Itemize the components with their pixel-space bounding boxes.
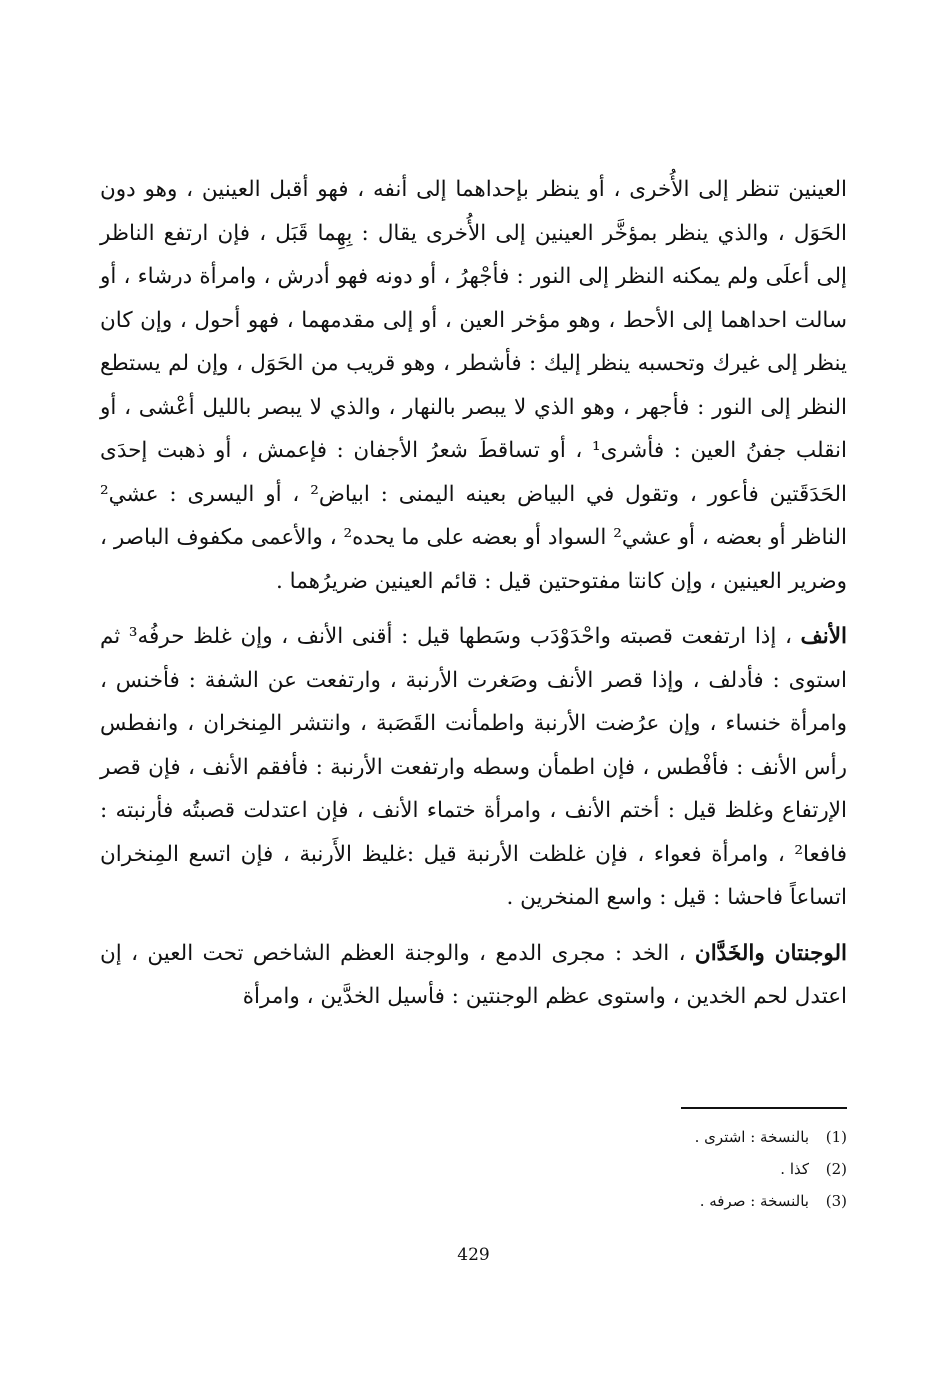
page-number: 429: [457, 1245, 490, 1265]
footnote-divider: [681, 1107, 847, 1109]
paragraph-eyes: [100, 168, 847, 603]
section-heading-nose: الأنف: [800, 624, 847, 649]
footnote-1: [100, 1121, 847, 1153]
footnote-3: [100, 1185, 847, 1217]
footnote-text: بالنسخة : صرفه .: [699, 1192, 809, 1210]
footnote-number: (3): [825, 1192, 847, 1210]
paragraph-text: ، الخد : مجرى الدمع ، والوجنة العظم الشاخص تحت العين ، إن اعتدل لحم الخدين ، واستوى عظم الوجنتين : فأسيل الخدَّين ، وامرأة: [100, 940, 847, 1009]
page-body: [100, 168, 847, 1019]
paragraph-cheeks: [100, 932, 847, 1019]
footnote-number: (1): [825, 1128, 847, 1146]
paragraph-nose: [100, 615, 847, 920]
footnote-2: [100, 1153, 847, 1185]
footnote-number: (2): [825, 1160, 847, 1178]
paragraph-text: العينين تنظر إلى الأُخرى ، أو ينظر بإحداهما إلى أنفه ، فهو أقبل العينين ، وهو دون الحَوَل ، والذي ينظر بمؤخَّر العينين إلى الأُخرى يقال : بِهِما قَبَل ، فإن ارتفع الناظر إلى أعلَى ولم يمكنه النظر إلى النور : فأجْهرُ ، أو دونه فهو أدرش ، وامرأة درشاء ، أو سالت احداهما إلى الأحط ، وهو مؤخر العين ، أو إلى مقدمهما ، فهو أحول ، وإن كان ينظر إلى غيرك وتحسبه ينظر إليك : فأشطر ، وهو قريب من الحَوَل ، وإن لم يستطع النظر إلى النور : فأجهر ، وهو الذي لا يبصر بالنهار ، والذي لا يبصر بالليل أعْشى ، أو انقلب جفنُ العين : فأشرى¹ ، أو تساقطَ شعرُ الأجفان : فإعمش ، أو ذهبت إحدَى الحَدَقَتين فأعور ، وتقول في البياض بعينه اليمنى : ابياض² ، أو اليسرى : عشي² الناظر أو بعضه ، أو عشي² السواد أو بعضه على ما يحده² ، والأعمى مكفوف الباصر ، وضرير العينين ، وإن كانتا مفتوحتين قيل : قائم العينين ضريرُهما .: [100, 177, 848, 594]
footnote-text: بالنسخة : اشترى .: [694, 1128, 809, 1146]
footnotes: [100, 1107, 847, 1217]
footnote-text: كذا .: [780, 1160, 809, 1178]
paragraph-text: ، إذا ارتفعت قصبته واحْدَوْدَب وسَطها قيل : أقنى الأنف ، وإن غلظ حرفُه³ ثم استوى : فأدلف ، وإذا قصر الأنف وصَغرت الأرنبة ، وارتفعت عن الشفة : فأخنس ، وامرأة خنساء ، وإن عرُضت الأرنبة واطمأنت القَصَبة ، وانتشر المِنخران ، وانفطس رأس الأنف : فأفْطس ، فإن اطمأن وسطه وارتفعت الأرنبة : فأفقم الأنف ، فإن قصر الإرتفاع وغلظ قيل : أختم الأنف ، وامرأة ختماء الأنف ، فإن اعتدلت قصبتُه فأرنبته : فافعا² ، وامرأة فعواء ، فإن غلظت الأرنبة قيل :غليظ الأَرنبة ، فإن اتسع المِنخران اتساعاً فاحشا : قيل : واسع المنخرين .: [100, 624, 847, 910]
section-heading-cheeks: الوجنتان والخَدَّان: [694, 940, 847, 966]
